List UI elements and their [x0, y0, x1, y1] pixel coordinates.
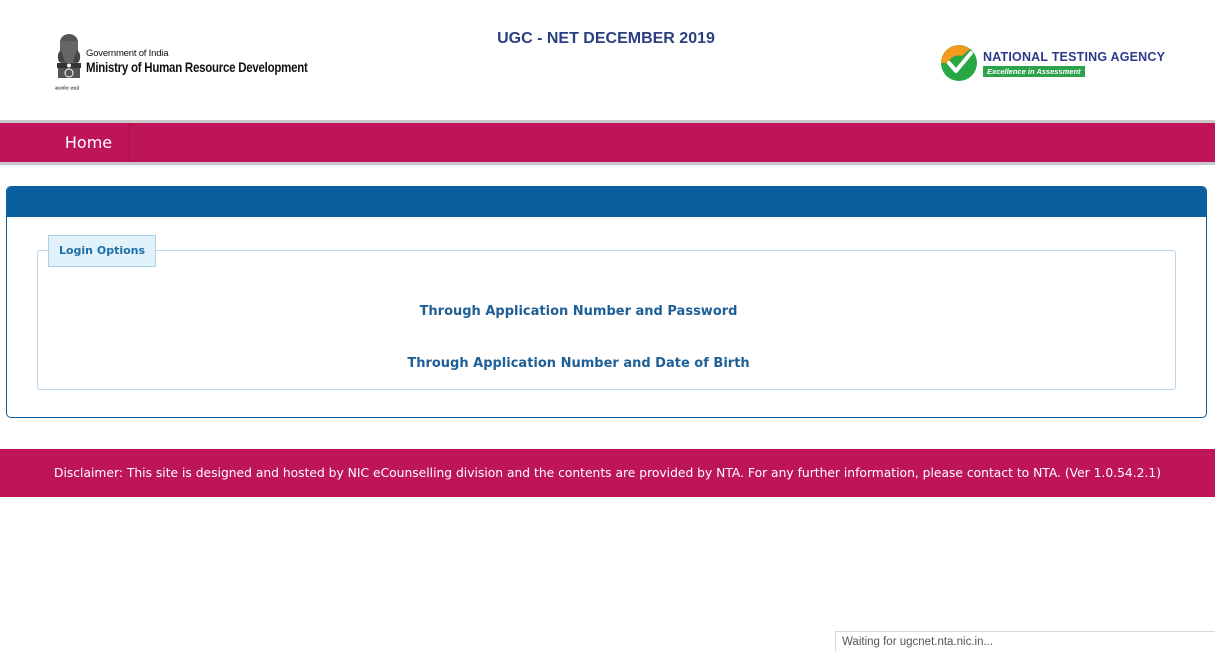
footer-disclaimer: Disclaimer: This site is designed and hosted by NIC eCounselling division and the contents are provided by NTA. For any further information, please contact to NTA. (Ver 1.0.54.2.1) [0, 449, 1215, 497]
gov-line: Government of India [86, 48, 169, 59]
panel-header [7, 187, 1206, 217]
nav-home-link[interactable]: Home [48, 123, 130, 162]
ministry-line: Ministry of Human Resource Development [86, 59, 308, 75]
ministry-name [86, 48, 356, 76]
login-password-link[interactable]: Through Application Number and Password [419, 304, 738, 319]
nta-tagline: Excellence in Assessment [983, 66, 1085, 77]
login-panel [6, 186, 1207, 418]
login-dob-link[interactable]: Through Application Number and Date of Birth [407, 356, 750, 371]
page-title: UGC - NET DECEMBER 2019 [497, 30, 715, 47]
login-options-legend: Login Options [48, 235, 156, 267]
main-nav [0, 120, 1215, 165]
nta-name: NATIONAL TESTING AGENCY [983, 50, 1166, 64]
emblem-caption: सत्यमेव जयते [55, 86, 80, 92]
page-header [0, 0, 1215, 120]
browser-status-bar: Waiting for ugcnet.nta.nic.in... [835, 631, 1215, 652]
nta-checkmark-logo-icon [940, 44, 978, 82]
